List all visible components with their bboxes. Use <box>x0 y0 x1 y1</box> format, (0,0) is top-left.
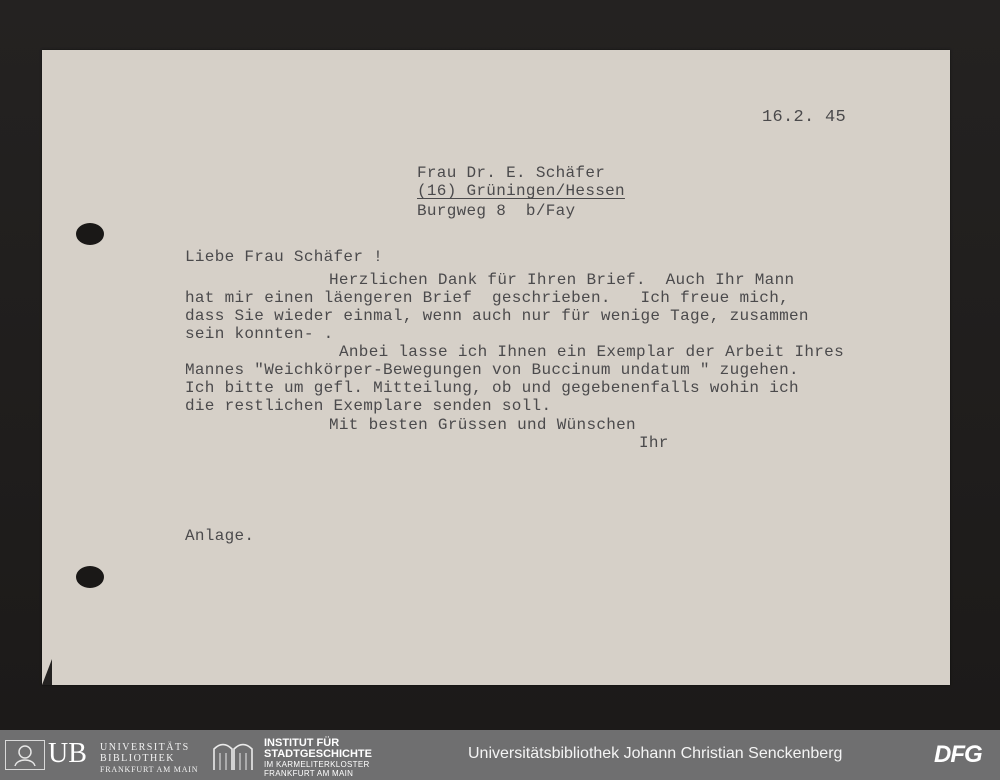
letter-date: 16.2. 45 <box>762 108 847 127</box>
letter-sheet <box>42 50 950 685</box>
portrait-icon <box>10 743 40 767</box>
ub-portrait-logo <box>5 740 45 770</box>
ub-line-2: BIBLIOTHEK <box>100 753 175 764</box>
body-line: sein konnten- . <box>185 325 334 343</box>
isg-line-4: FRANKFURT AM MAIN <box>264 769 354 778</box>
ub-line-1: UNIVERSITÄTS <box>100 742 190 753</box>
punch-hole-top <box>76 223 104 245</box>
address-line-1: Frau Dr. E. Schäfer <box>417 164 606 182</box>
dfg-logo: DFG <box>934 741 982 768</box>
salutation: Liebe Frau Schäfer ! <box>185 248 384 266</box>
body-line: dass Sie wieder einmal, wenn auch nur für wenige Tage, zusammen <box>185 307 809 325</box>
body-line: hat mir einen läengeren Brief geschrieben. Ich freue mich, <box>185 289 789 307</box>
closing-line: Mit besten Grüssen und Wünschen <box>329 416 636 434</box>
body-line: Mannes "Weichkörper-Bewegungen von Buccinum undatum " zugehen. <box>185 361 799 379</box>
isg-line-1: INSTITUT FÜR <box>264 737 340 749</box>
punch-hole-bottom <box>76 566 104 588</box>
isg-building-icon <box>212 739 256 771</box>
ub-logo-text <box>100 742 198 775</box>
footer-bar <box>0 730 1000 780</box>
body-line: Herzlichen Dank für Ihren Brief. Auch Ihr Mann <box>329 271 795 289</box>
body-line: Anbei lasse ich Ihnen ein Exemplar der Arbeit Ihres <box>339 343 844 361</box>
address-line-2: (16) Grüningen/Hessen <box>417 182 625 200</box>
library-name: Universitätsbibliothek Johann Christian Senckenberg <box>468 745 843 762</box>
ub-line-3: FRANKFURT AM MAIN <box>100 765 199 774</box>
ub-logo-letters: UB <box>48 738 87 769</box>
isg-line-3: IM KARMELITERKLOSTER <box>264 760 370 769</box>
isg-logo-text <box>264 738 372 778</box>
body-line: die restlichen Exemplare senden soll. <box>185 397 552 415</box>
signature-line: Ihr <box>639 434 669 452</box>
body-line: Ich bitte um gefl. Mitteilung, ob und gegebenenfalls wohin ich <box>185 379 799 397</box>
isg-line-2: STADTGESCHICHTE <box>264 748 372 760</box>
enclosure-note: Anlage. <box>185 527 255 545</box>
address-line-3: Burgweg 8 b/Fay <box>417 202 576 220</box>
